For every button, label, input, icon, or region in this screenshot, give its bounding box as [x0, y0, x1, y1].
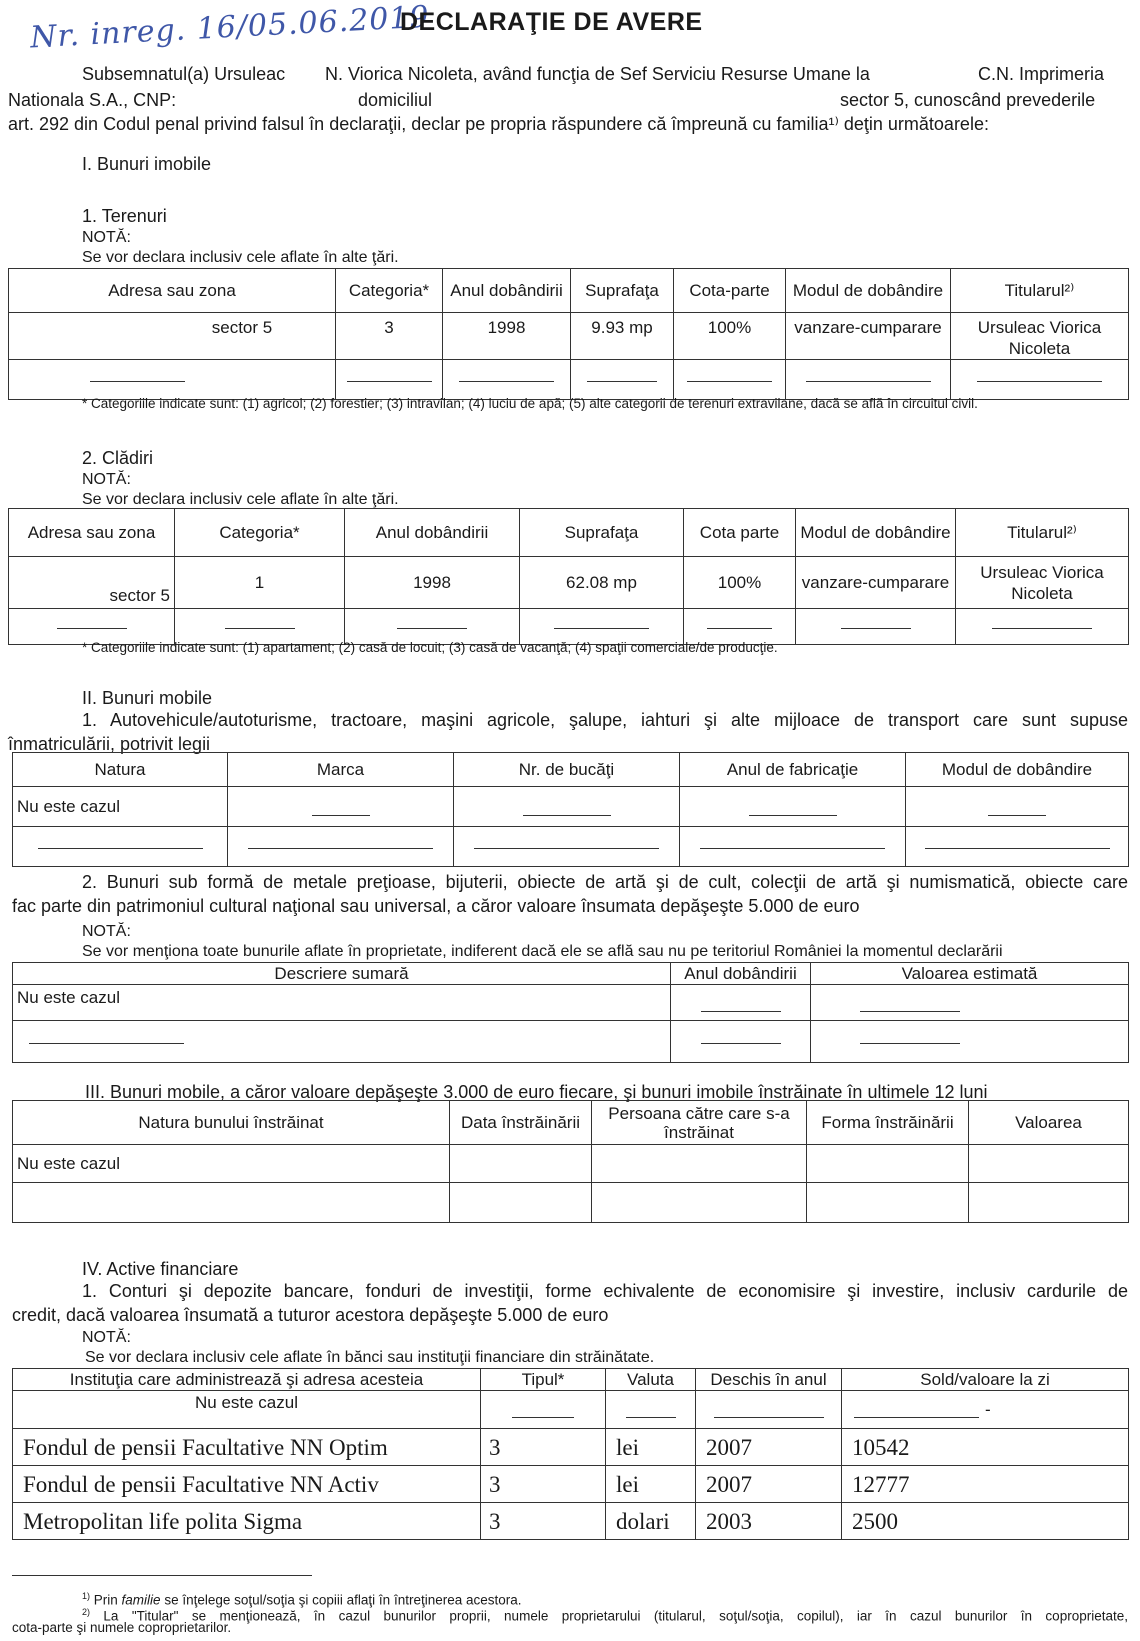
table-cell: 12777 — [842, 1466, 1129, 1503]
section-iii-heading: III. Bunuri mobile, a căror valoare depăşeşte 3.000 de euro fiecare, şi bunuri imobile înstrăinate în ultimele 12 luni — [85, 1082, 988, 1102]
auto-heading-line1: 1. Autovehicule/autoturisme, tractoare, maşini agricole, şalupe, iahturi şi alte mijloace de transport care sunt supuse — [82, 710, 1128, 730]
table-cell: 1998 — [345, 557, 520, 609]
table-cell: Fondul de pensii Facultative NN Activ — [13, 1466, 481, 1503]
col-header: Nr. de bucăţi — [454, 753, 680, 787]
blank-cell — [969, 1145, 1129, 1183]
blank-cell — [796, 609, 956, 645]
table-cell: Ursuleac Viorica Nicoleta — [951, 313, 1129, 360]
col-header: Anul dobândirii — [443, 269, 571, 313]
pretioase-nota-text: Se vor menţiona toate bunurile aflate în proprietate, indiferent dacă ele se află sau nu pe teritoriul României la momentul declarării — [82, 943, 1003, 960]
pretioase-heading-line1: 2. Bunuri sub formă de metale preţioase, bijuterii, obiecte de artă şi de cult, colecţii de artă şi numismatică, obiecte care — [82, 872, 1128, 892]
cladiri-heading: 2. Clădiri — [82, 448, 154, 468]
col-header: Valuta — [606, 1369, 696, 1391]
blank-cell — [951, 360, 1129, 400]
col-header: Marca — [228, 753, 454, 787]
blank-cell — [9, 360, 336, 400]
auto-table — [12, 752, 1129, 867]
blank-cell — [671, 1021, 811, 1063]
instrainate-table — [12, 1100, 1129, 1223]
col-header: Modul de dobândire — [786, 269, 951, 313]
conturi-nota-label: NOTĂ: — [82, 1329, 131, 1346]
table-cell: lei — [606, 1466, 696, 1503]
col-header: Anul dobândirii — [671, 963, 811, 985]
col-header: Modul de dobândire — [796, 509, 956, 557]
table-cell: lei — [606, 1429, 696, 1466]
col-header: Adresa sau zona — [9, 509, 175, 557]
pretioase-nota-label: NOTĂ: — [82, 923, 131, 940]
table-cell: Ursuleac Viorica Nicoleta — [956, 557, 1129, 609]
blank-cell — [811, 1021, 1129, 1063]
cladiri-table — [8, 508, 1129, 645]
blank-cell — [454, 827, 680, 867]
footnote-2-line1: $^{2)}$ La "Titular" se menţionează, în cazul bunurilor proprii, numele proprietarului (titularul, soţul/soţia, copilul), iar în cazul bunurilor în coproprietate, — [82, 1607, 1128, 1624]
col-header: Data înstrăinării — [450, 1101, 592, 1145]
blank-cell — [807, 1145, 969, 1183]
blank-cell — [671, 985, 811, 1021]
table-cell: 100% — [674, 313, 786, 360]
blank-cell — [13, 1183, 450, 1223]
table-cell: 1998 — [443, 313, 571, 360]
col-header: Forma înstrăinării — [807, 1101, 969, 1145]
table-cell: Nu este cazul — [13, 1145, 450, 1183]
table-cell: 2500 — [842, 1503, 1129, 1540]
cladiri-nota-text: Se vor declara inclusiv cele aflate în alte ţări. — [82, 491, 399, 508]
table-cell: sector 5 — [211, 318, 273, 337]
col-header: Instituţia care administrează şi adresa acesteia — [13, 1369, 481, 1391]
col-header: Categoria* — [336, 269, 443, 313]
blank-cell — [450, 1145, 592, 1183]
table-cell: 2007 — [696, 1466, 842, 1503]
table-cell: 10542 — [842, 1429, 1129, 1466]
col-header: Persoana către care s-a înstrăinat — [592, 1101, 807, 1145]
col-header: Valoarea — [969, 1101, 1129, 1145]
blank-cell — [674, 360, 786, 400]
intro-line2-a: Nationala S.A., CNP: — [8, 90, 177, 110]
col-header: Natura bunului înstrăinat — [13, 1101, 450, 1145]
table-cell: 3 — [336, 313, 443, 360]
section-ii-heading: II. Bunuri mobile — [82, 688, 213, 708]
footnote-1: $^{1)}$ Prin familie se înţelege soţul/soţia şi copiii aflaţi în întreţinerea acestora. — [82, 1591, 522, 1608]
table-cell: Metropolitan life polita Sigma — [13, 1503, 481, 1540]
blank-cell — [13, 1021, 671, 1063]
intro-line1-a: Subsemnatul(a) Ursuleac — [82, 64, 286, 84]
blank-cell — [906, 787, 1129, 827]
col-header: Titularul²⁾ — [956, 509, 1129, 557]
blank-cell — [786, 360, 951, 400]
blank-cell — [680, 787, 906, 827]
blank-cell — [956, 609, 1129, 645]
terenuri-nota-label: NOTĂ: — [82, 229, 131, 246]
conturi-heading-line1: 1. Conturi şi depozite bancare, fonduri de investiţii, forme echivalente de economisire şi investire, inclusiv cardurile de — [82, 1281, 1128, 1301]
auto-heading-line2: înmatriculării, potrivit legii — [8, 734, 211, 754]
col-header: Suprafaţa — [520, 509, 684, 557]
terenuri-heading: 1. Terenuri — [82, 206, 167, 226]
footnote-2-line2: cota-parte şi numele coproprietarilor. — [12, 1620, 232, 1635]
blank-cell — [592, 1183, 807, 1223]
col-header: Anul dobândirii — [345, 509, 520, 557]
blank-cell — [807, 1183, 969, 1223]
section-i-heading: I. Bunuri imobile — [82, 154, 212, 174]
col-header: Modul de dobândire — [906, 753, 1129, 787]
blank-cell — [228, 827, 454, 867]
terenuri-table — [8, 268, 1129, 400]
cladiri-nota-label: NOTĂ: — [82, 471, 131, 488]
table-cell: Nu este cazul — [13, 1391, 481, 1429]
active-financiare-table — [12, 1368, 1129, 1540]
footnote-separator — [12, 1575, 312, 1576]
blank-cell — [906, 827, 1129, 867]
blank-cell — [842, 1391, 1129, 1429]
registration-handwriting: Nr. inreg. 16/05.06.2019 — [29, 0, 431, 56]
terenuri-nota-text: Se vor declara inclusiv cele aflate în alte ţări. — [82, 249, 399, 266]
dash-mark: - — [985, 1400, 991, 1419]
intro-line1-b: N. Viorica Nicoleta, având funcţia de Sef Serviciu Resurse Umane la — [325, 64, 870, 84]
col-header: Tipul* — [481, 1369, 606, 1391]
blank-cell — [592, 1145, 807, 1183]
intro-line2-b: domiciliul — [358, 90, 433, 110]
table-cell: dolari — [606, 1503, 696, 1540]
blank-cell — [443, 360, 571, 400]
table-cell: Nu este cazul — [13, 787, 228, 827]
col-header: Anul de fabricaţie — [680, 753, 906, 787]
conturi-nota-text: Se vor declara inclusiv cele aflate în bănci sau instituţii financiare din străinătate. — [85, 1349, 655, 1366]
table-cell: vanzare-cumparare — [796, 557, 956, 609]
conturi-heading-line2: credit, dacă valoarea însumată a tuturor acestora depăşeşte 5.000 de euro — [12, 1305, 609, 1325]
table-cell: 2007 — [696, 1429, 842, 1466]
col-header: Sold/valoare la zi — [842, 1369, 1129, 1391]
col-header: Valoarea estimată — [811, 963, 1129, 985]
blank-cell — [969, 1183, 1129, 1223]
table-cell: 3 — [481, 1503, 606, 1540]
terenuri-footnote: * Categoriile indicate sunt: (1) agricol; (2) forestier; (3) intravilan; (4) luciu de apă; (5) alte categorii de terenuri extravilane, dacă se află în circuitul civil. — [82, 396, 978, 411]
pretioase-heading-line2: fac parte din patrimoniul cultural naţional sau universal, a căror valoare însumata depăşeşte 5.000 de euro — [12, 896, 860, 916]
blank-cell — [481, 1391, 606, 1429]
table-cell: 9.93 mp — [571, 313, 674, 360]
blank-cell — [454, 787, 680, 827]
blank-cell — [228, 787, 454, 827]
intro-line1-c: C.N. Imprimeria — [978, 64, 1105, 84]
table-cell: 1 — [175, 557, 345, 609]
pretioase-table — [12, 962, 1129, 1063]
table-cell: 100% — [684, 557, 796, 609]
table-cell: Fondul de pensii Facultative NN Optim — [13, 1429, 481, 1466]
col-header: Suprafaţa — [571, 269, 674, 313]
blank-cell — [13, 827, 228, 867]
col-header: Cota-parte — [674, 269, 786, 313]
col-header: Cota parte — [684, 509, 796, 557]
col-header: Natura — [13, 753, 228, 787]
section-iv-heading: IV. Active financiare — [82, 1259, 239, 1279]
table-cell: 3 — [481, 1466, 606, 1503]
intro-line3: art. 292 din Codul penal privind falsul în declaraţii, declar pe propria răspundere că împreună cu familia¹⁾ deţin următoarele: — [8, 114, 989, 134]
table-cell: vanzare-cumparare — [786, 313, 951, 360]
blank-cell — [571, 360, 674, 400]
blank-cell — [336, 360, 443, 400]
blank-cell — [811, 985, 1129, 1021]
col-header: Titularul²⁾ — [951, 269, 1129, 313]
blank-cell — [450, 1183, 592, 1223]
document-title: DECLARAŢIE DE AVERE — [400, 8, 703, 36]
blank-cell — [680, 827, 906, 867]
col-header: Adresa sau zona — [9, 269, 336, 313]
table-cell: Nu este cazul — [13, 985, 671, 1021]
col-header: Deschis în anul — [696, 1369, 842, 1391]
table-cell: sector 5 — [9, 557, 175, 609]
table-cell: 3 — [481, 1429, 606, 1466]
intro-line2-c: sector 5, cunoscând prevederile — [840, 90, 1096, 110]
table-cell: 2003 — [696, 1503, 842, 1540]
cladiri-footnote: * Categoriile indicate sunt: (1) apartament; (2) casă de locuit; (3) casă de vacanţă; (4) spaţii comerciale/de producţie. — [82, 640, 778, 655]
blank-cell — [696, 1391, 842, 1429]
table-cell: 62.08 mp — [520, 557, 684, 609]
col-header: Descriere sumară — [13, 963, 671, 985]
col-header: Categoria* — [175, 509, 345, 557]
blank-cell — [606, 1391, 696, 1429]
